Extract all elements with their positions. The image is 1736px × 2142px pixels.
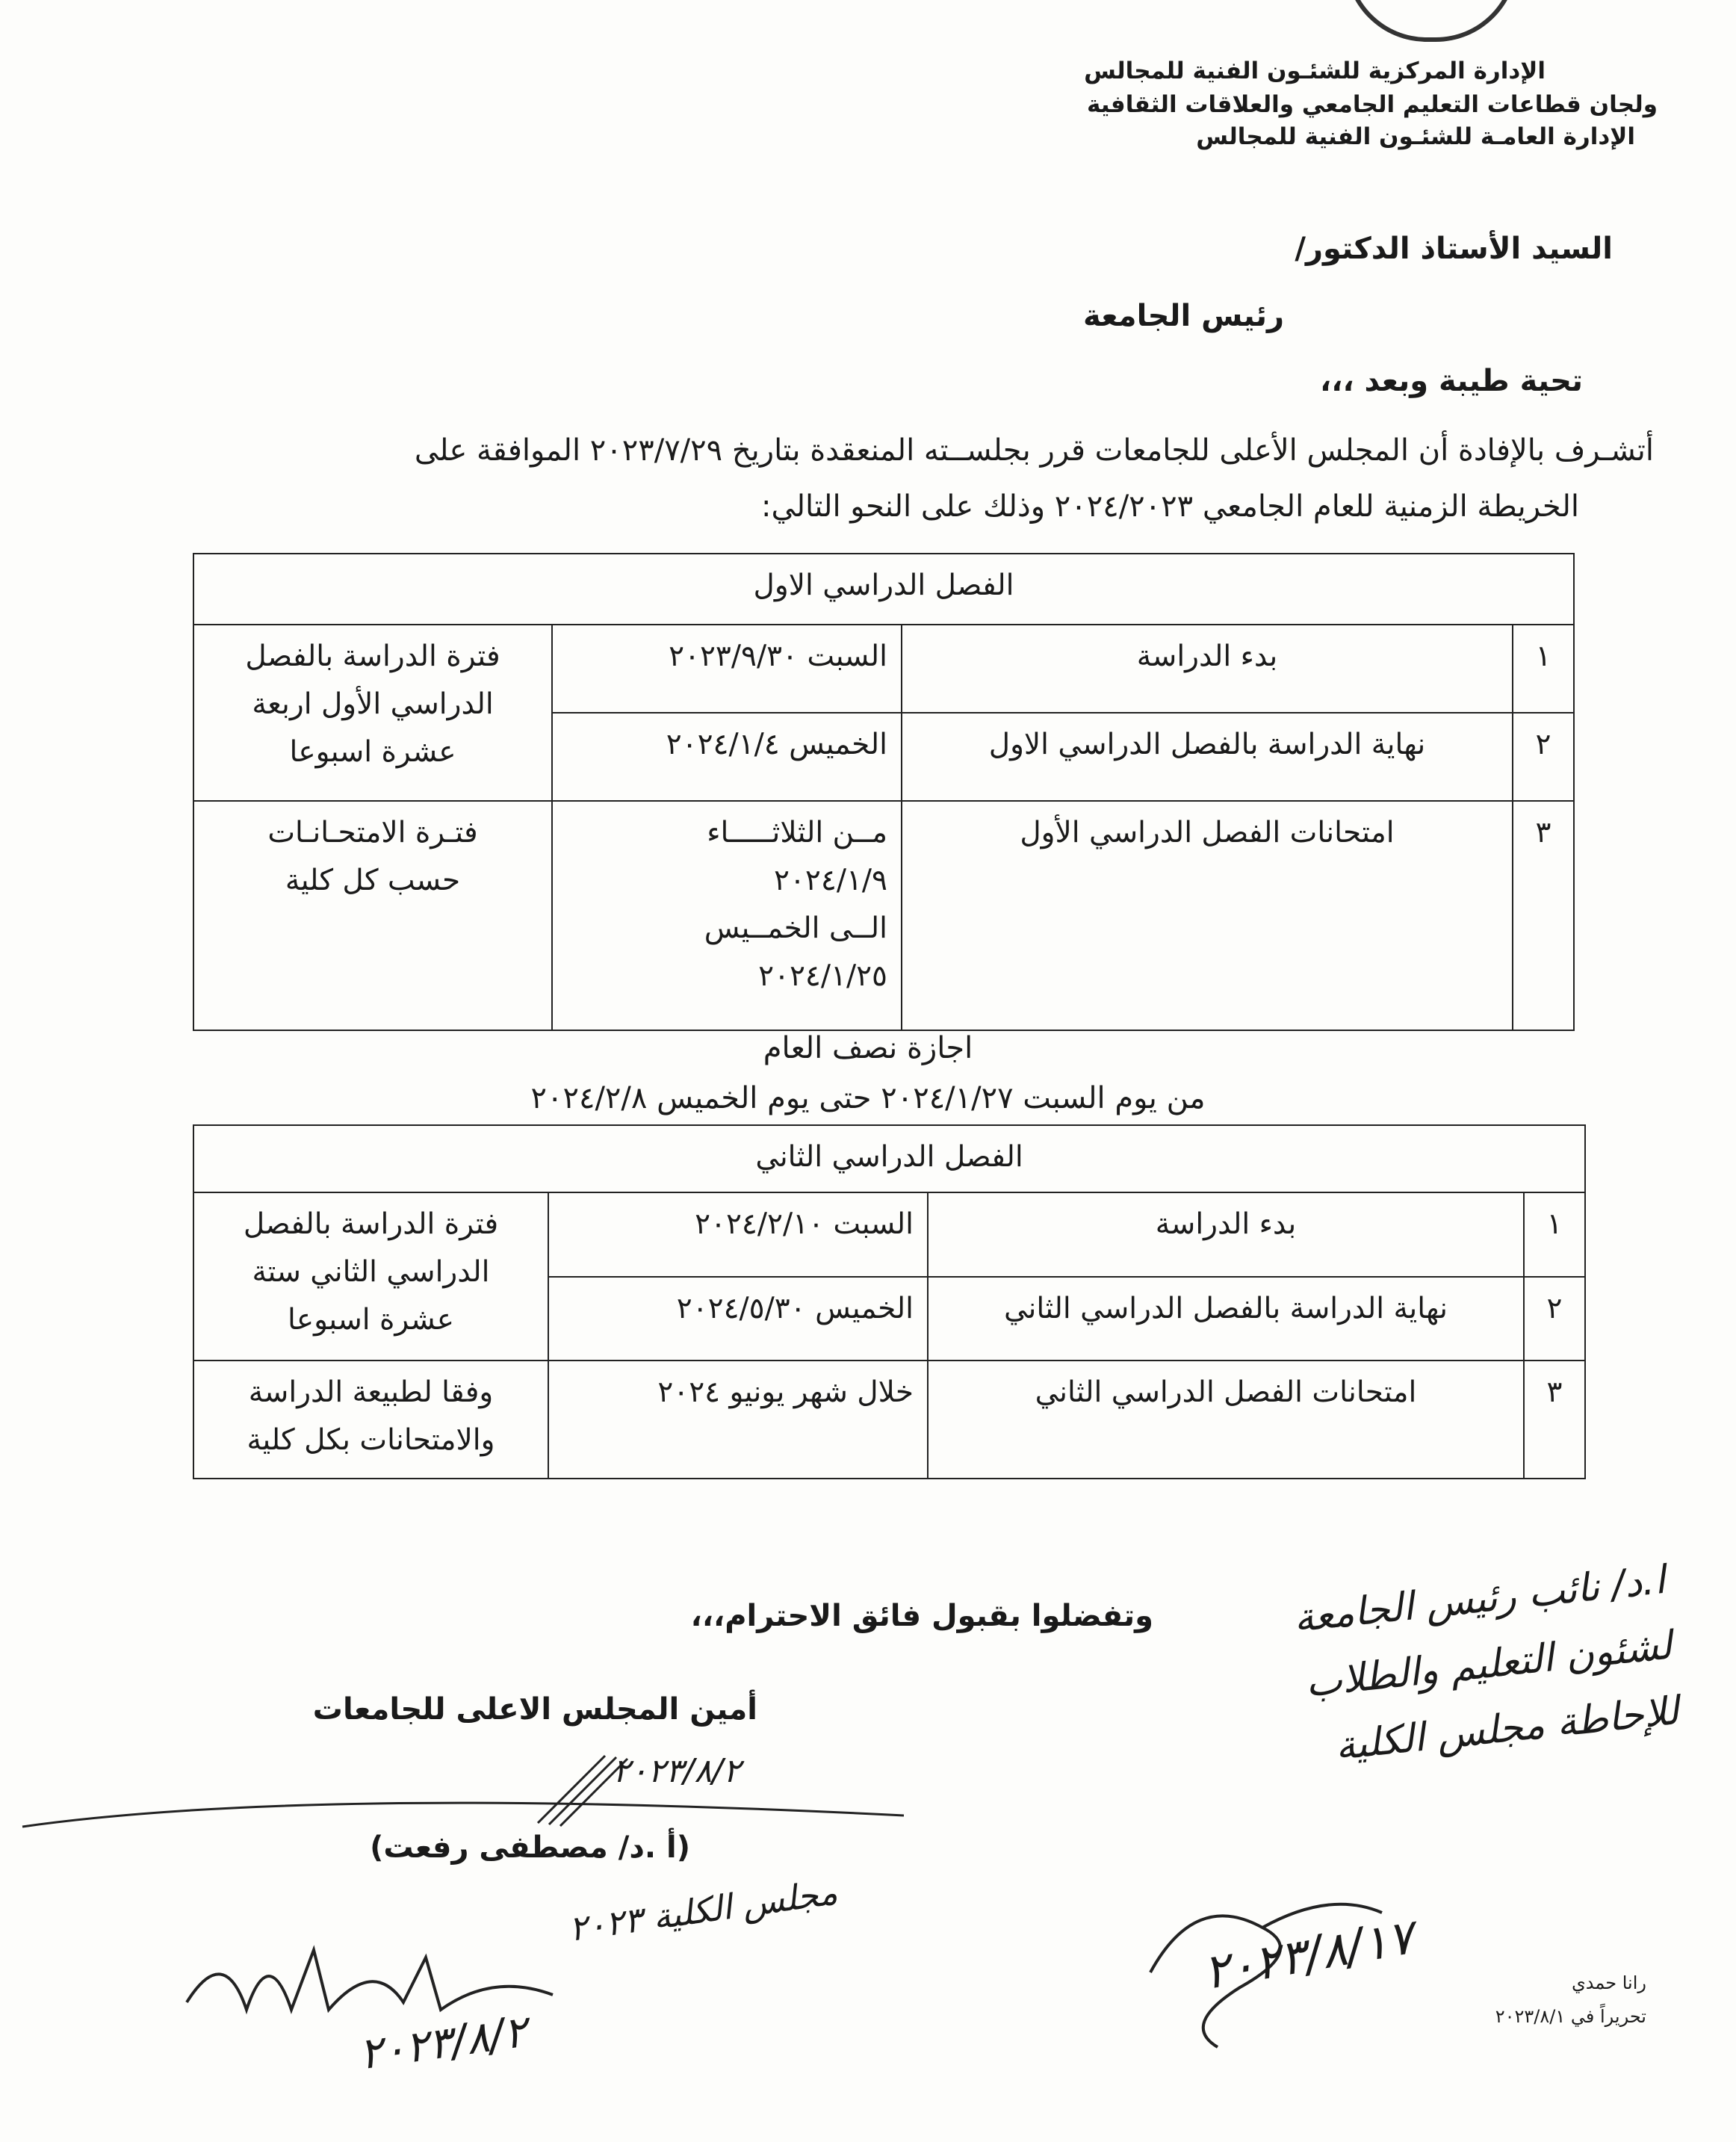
- row-item: بدء الدراسة: [902, 625, 1513, 713]
- date-line: الــى الخمــيس: [704, 911, 887, 946]
- written-date: تحريراً في ٢٠٢٣/٨/١: [1495, 2006, 1646, 2027]
- row-number: ٣: [1524, 1361, 1585, 1479]
- note-line: حسب كل كلية: [285, 864, 461, 898]
- addressee: السيد الأستاذ الدكتور/: [1295, 232, 1613, 266]
- handwritten-line: لشئون التعليم والطلاب: [1303, 1623, 1675, 1706]
- handwritten-line: ا.د/ نائب رئيس الجامعة: [1292, 1557, 1667, 1641]
- note-line: عشرة اسبوعا: [288, 1303, 454, 1337]
- row-date: الخميس ٢٠٢٤/١/٤: [552, 713, 902, 801]
- signer-name: (أ .د/ مصطفى رفعت): [370, 1830, 690, 1865]
- note-line: الدراسي الأول اربعة: [252, 687, 494, 721]
- handwritten-line: للإحاطة مجلس الكلية: [1333, 1688, 1681, 1769]
- row-date: السبت ٢٠٢٣/٩/٣٠: [552, 625, 902, 713]
- university-seal: [1345, 0, 1518, 42]
- row-date: الخميس ٢٠٢٤/٥/٣٠: [548, 1277, 928, 1361]
- row-number: ٢: [1513, 713, 1574, 801]
- semester2-exam-period-note: [193, 1361, 548, 1479]
- semester1-heading: الفصل الدراسي الاول: [193, 554, 1574, 625]
- official-signature: [15, 1741, 911, 1838]
- row-item: نهاية الدراسة بالفصل الدراسي الثاني: [928, 1277, 1524, 1361]
- greeting: تحية طيبة وبعد ،،،: [1320, 364, 1583, 398]
- semester1-study-period-note: [193, 625, 552, 801]
- row-number: ٣: [1513, 801, 1574, 1030]
- org-header: [1000, 56, 1673, 153]
- row-date: خلال شهر يونيو ٢٠٢٤: [548, 1361, 928, 1479]
- body-line-2: الخريطة الزمنية للعام الجامعي ٢٠٢٤/٢٠٢٣ وذلك على النحو التالي:: [761, 489, 1579, 524]
- org-line-3: الإدارة العامـة للشئـون الفنية للمجالس: [1196, 123, 1635, 150]
- semester2-table: [193, 1124, 1586, 1479]
- midyear-dates: من يوم السبت ٢٠٢٤/١/٢٧ حتى يوم الخميس ٢٠٢٤/٢/٨: [530, 1081, 1206, 1115]
- handwritten-date-right: ٢٠٢٣/٨/١٧: [1199, 1909, 1419, 2002]
- semester1-table: [193, 553, 1575, 1031]
- closing-regards: وتفضلوا بقبول فائق الاحترام،،،: [690, 1599, 1153, 1633]
- signature-date: ٢٠٢٣/٨/٢: [613, 1752, 741, 1790]
- row-date: [552, 801, 902, 1030]
- handwritten-note-right: [1097, 1547, 1681, 1803]
- row-date: السبت ٢٠٢٤/٢/١٠: [548, 1192, 928, 1276]
- date-line: ٢٠٢٤/١/٩: [774, 864, 887, 898]
- handwritten-note-left: مجلس الكلية ٢٠٢٣: [566, 1872, 840, 1949]
- row-item: امتحانات الفصل الدراسي الأول: [902, 801, 1513, 1030]
- row-item: بدء الدراسة: [928, 1192, 1524, 1276]
- date-line: مــن الثلاثـــــاء: [707, 816, 887, 850]
- signer-title: أمين المجلس الاعلى للجامعات: [312, 1692, 757, 1727]
- semester2-study-period-note: [193, 1192, 548, 1361]
- note-line: فترة الدراسة بالفصل: [245, 639, 500, 673]
- semester2-heading: الفصل الدراسي الثاني: [193, 1125, 1585, 1192]
- handwritten-date-left: ٢٠٢٣/٨/٢: [356, 2005, 530, 2080]
- note-line: فتـرة الامتحـانـات: [267, 816, 478, 850]
- semester1-exam-period-note: [193, 801, 552, 1030]
- row-number: ١: [1524, 1192, 1585, 1276]
- typist-name: رانا حمدي: [1572, 1972, 1646, 1993]
- row-number: ١: [1513, 625, 1574, 713]
- note-line: فترة الدراسة بالفصل: [243, 1207, 499, 1242]
- note-line: عشرة اسبوعا: [289, 734, 456, 769]
- row-item: نهاية الدراسة بالفصل الدراسي الاول: [902, 713, 1513, 801]
- org-line-1: الإدارة المركزية للشئـون الفنية للمجالس: [1084, 58, 1546, 84]
- midyear-title: اجازة نصف العام: [763, 1031, 973, 1065]
- body-line-1: أتشـرف بالإفادة أن المجلس الأعلى للجامعات قرر بجلســته المنعقدة بتاريخ ٢٠٢٣/٧/٢٩ الموافقة على: [414, 433, 1654, 468]
- note-line: والامتحانات بكل كلية: [247, 1423, 495, 1458]
- note-line: وفقا لطبيعة الدراسة: [248, 1375, 494, 1410]
- row-item: امتحانات الفصل الدراسي الثاني: [928, 1361, 1524, 1479]
- recipient-title: رئيس الجامعة: [1082, 299, 1284, 333]
- date-line: ٢٠٢٤/١/٢٥: [758, 959, 887, 994]
- org-line-2: ولجان قطاعات التعليم الجامعي والعلاقات الثقافية: [1086, 91, 1658, 118]
- note-line: الدراسي الثاني ستة: [252, 1255, 490, 1290]
- row-number: ٢: [1524, 1277, 1585, 1361]
